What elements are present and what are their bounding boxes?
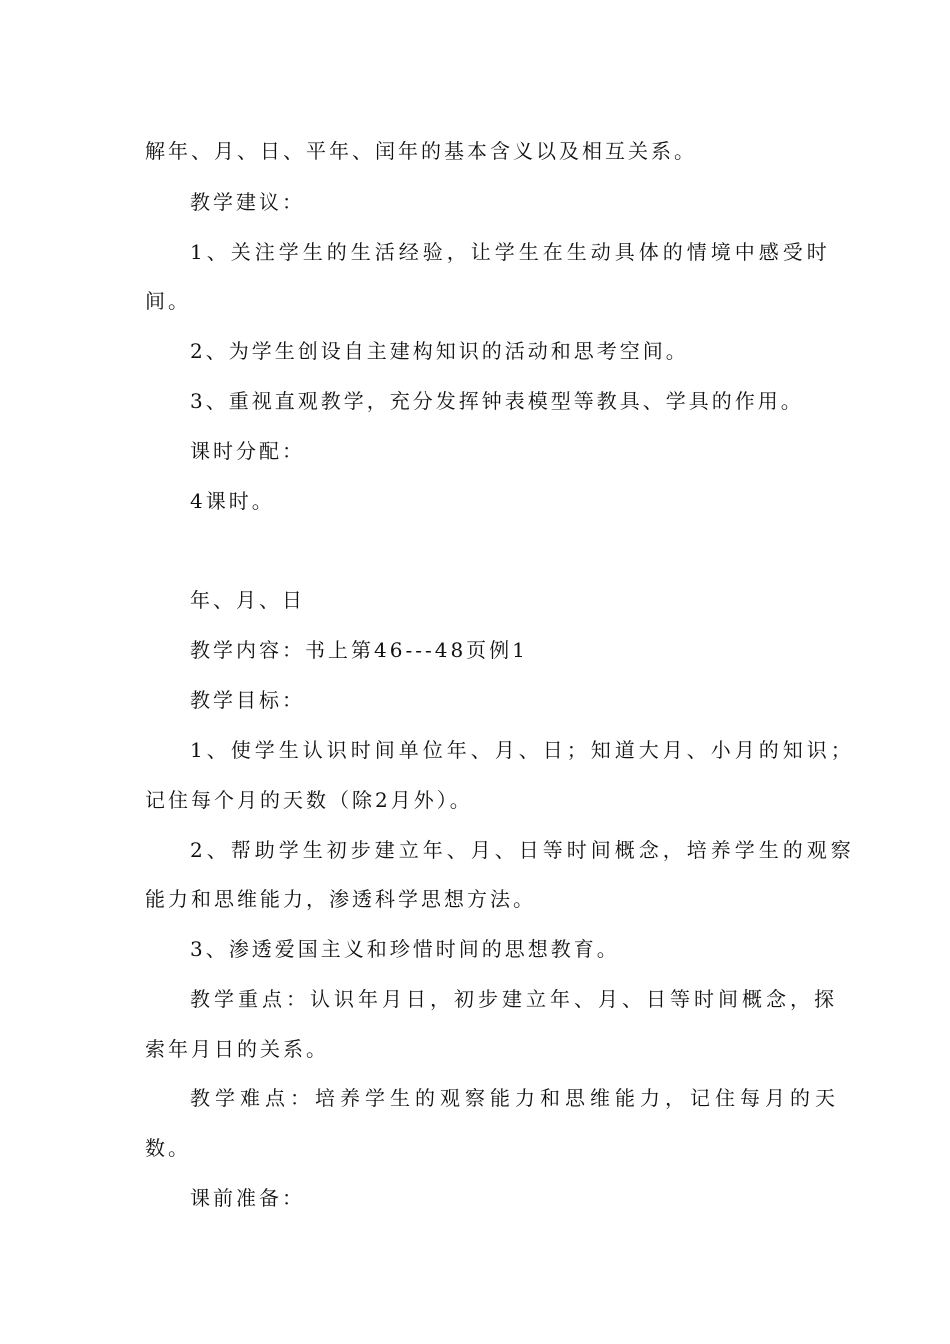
- text-line: 2、为学生创设自主建构知识的活动和思考空间。: [190, 339, 689, 363]
- text-line: 1、关注学生的生活经验，让学生在生动具体的情境中感受时: [190, 240, 831, 264]
- text-line: 索年月日的关系。: [145, 1037, 329, 1061]
- section-heading-objectives: 教学目标：: [190, 688, 305, 712]
- text-line: 能力和思维能力，渗透科学思想方法。: [145, 887, 536, 911]
- text-line: 教学重点：认识年月日，初步建立年、月、日等时间概念，探: [190, 987, 838, 1011]
- text-line: 间。: [145, 289, 191, 313]
- section-heading-class-hours: 课时分配：: [190, 439, 305, 463]
- text-line: 3、重视直观教学，充分发挥钟表模型等教具、学具的作用。: [190, 389, 804, 413]
- text-line: 教学内容：书上第46---48页例1: [190, 638, 528, 662]
- text-line: 解年、月、日、平年、闰年的基本含义以及相互关系。: [145, 139, 697, 163]
- text-line: 3、渗透爱国主义和珍惜时间的思想教育。: [190, 937, 620, 961]
- text-line: 记住每个月的天数（除2月外）。: [145, 788, 473, 812]
- text-line: 4课时。: [190, 489, 275, 513]
- text-line: 数。: [145, 1136, 191, 1160]
- text-line: 2、帮助学生初步建立年、月、日等时间概念，培养学生的观察: [190, 838, 855, 862]
- section-heading-teaching-suggestions: 教学建议：: [190, 190, 305, 214]
- section-heading-preparation: 课前准备：: [190, 1186, 305, 1210]
- lesson-title: 年、月、日: [190, 588, 305, 612]
- text-line: 教学难点：培养学生的观察能力和思维能力，记住每月的天: [190, 1086, 840, 1110]
- text-line: 1、使学生认识时间单位年、月、日；知道大月、小月的知识；: [190, 738, 855, 762]
